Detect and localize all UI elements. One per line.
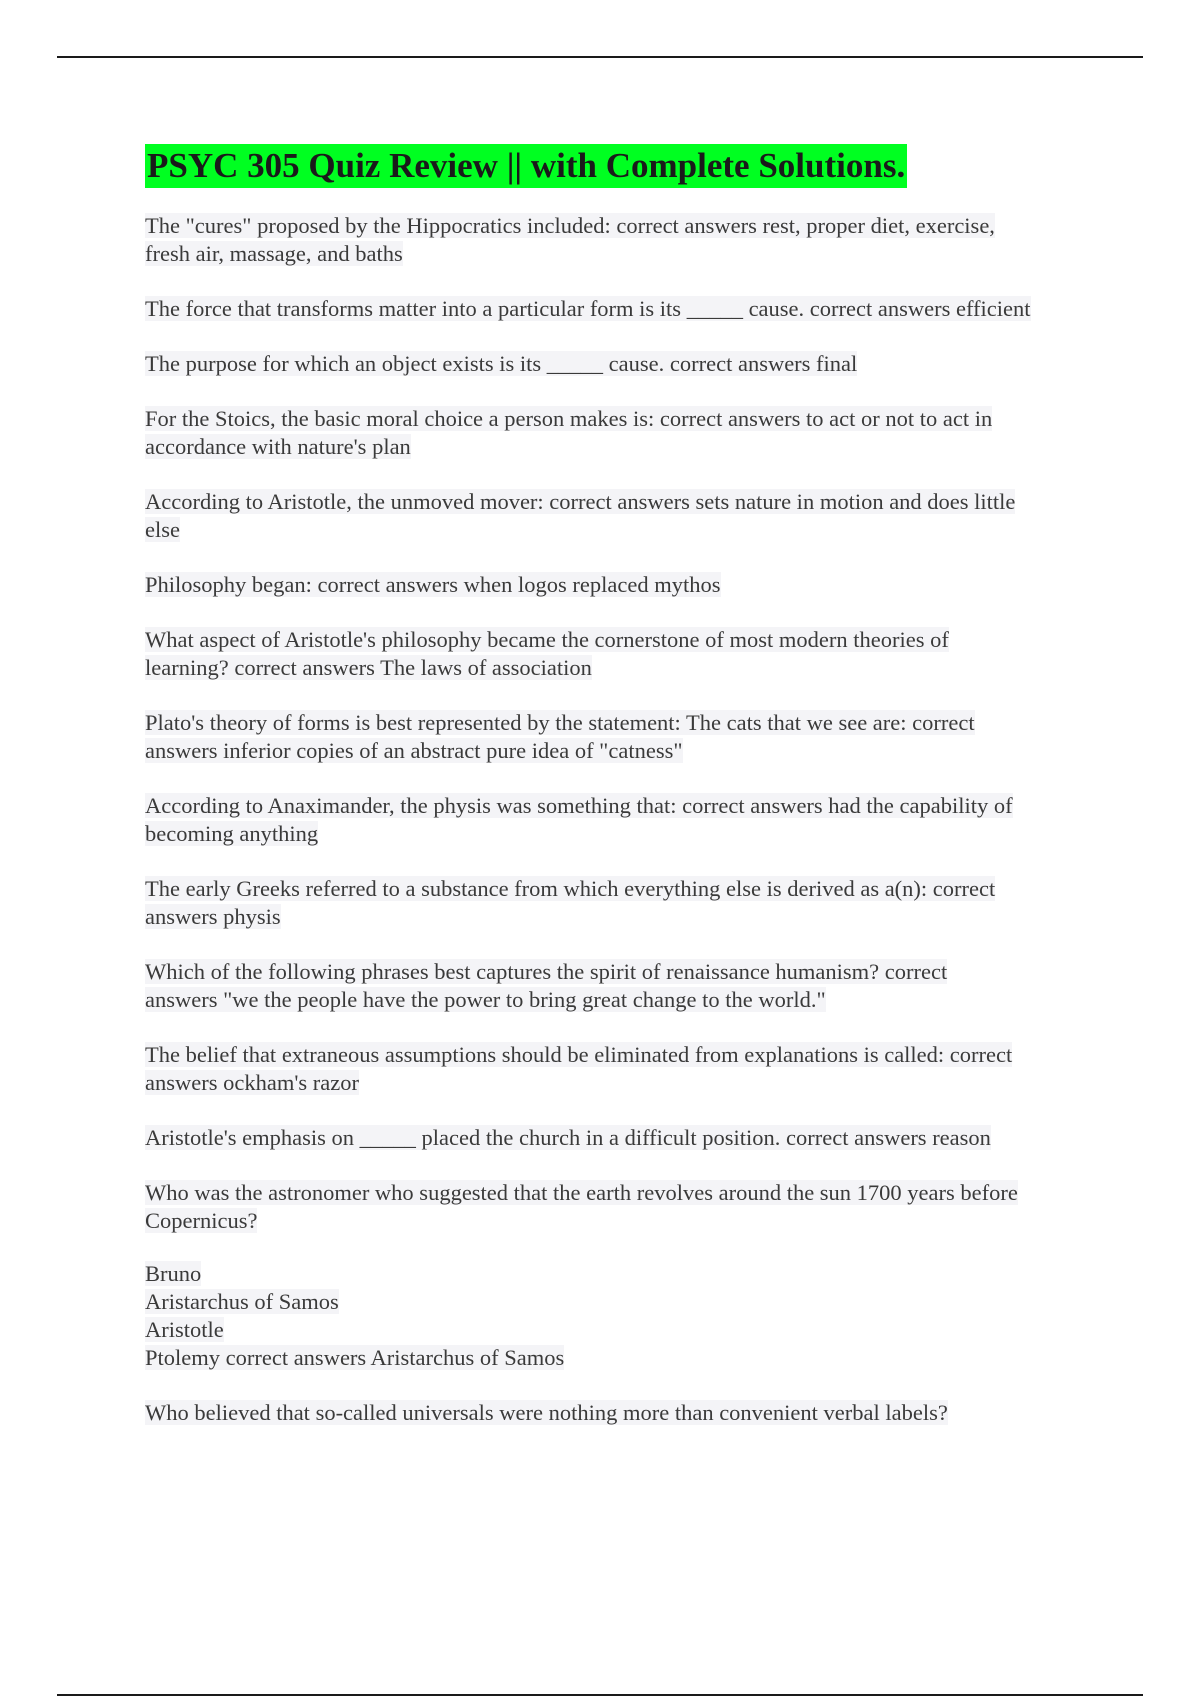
qa-entry xyxy=(145,1124,1095,1152)
qa-list xyxy=(145,212,1095,1235)
qa-line xyxy=(145,958,1095,986)
qa-entry xyxy=(145,212,1095,268)
qa-text: What aspect of Aristotle's philosophy became the cornerstone of most modern theories of xyxy=(145,627,949,652)
qa-text: The belief that extraneous assumptions should be eliminated from explanations is called: correct xyxy=(145,1042,1013,1067)
qa-line xyxy=(145,240,1095,268)
answer-option xyxy=(145,1316,1095,1344)
qa-text: Who was the astronomer who suggested that the earth revolves around the sun 1700 years before xyxy=(145,1180,1018,1205)
qa-entry xyxy=(145,295,1095,323)
qa-line xyxy=(145,792,1095,820)
document-title: PSYC 305 Quiz Review || with Complete Solutions. xyxy=(145,144,907,188)
qa-line xyxy=(145,1041,1095,1069)
qa-text: Which of the following phrases best captures the spirit of renaissance humanism? correct xyxy=(145,959,948,984)
qa-line xyxy=(145,626,1095,654)
qa-entry xyxy=(145,792,1095,848)
document-body xyxy=(145,144,1095,1454)
qa-text: Philosophy began: correct answers when logos replaced mythos xyxy=(145,572,721,597)
bottom-rule xyxy=(57,1694,1143,1696)
qa-entry xyxy=(145,350,1095,378)
qa-entry-last xyxy=(145,1399,1095,1427)
qa-text: else xyxy=(145,517,180,542)
qa-line xyxy=(145,1207,1095,1235)
option-text: Aristotle xyxy=(145,1317,224,1342)
qa-line xyxy=(145,212,1095,240)
qa-line xyxy=(145,405,1095,433)
qa-line xyxy=(145,488,1095,516)
qa-line xyxy=(145,875,1095,903)
answer-option xyxy=(145,1260,1095,1288)
option-text: Bruno xyxy=(145,1261,202,1286)
qa-text: For the Stoics, the basic moral choice a person makes is: correct answers to act or not to act in xyxy=(145,406,993,431)
answer-option xyxy=(145,1344,1095,1372)
qa-text: Aristotle's emphasis on _____ placed the church in a difficult position. correct answers reason xyxy=(145,1125,991,1150)
qa-line xyxy=(145,516,1095,544)
qa-line xyxy=(145,903,1095,931)
qa-entry xyxy=(145,571,1095,599)
qa-text: The force that transforms matter into a particular form is its _____ cause. correct answers efficient xyxy=(145,296,1031,321)
qa-entry xyxy=(145,875,1095,931)
qa-line xyxy=(145,350,1095,378)
qa-entry xyxy=(145,958,1095,1014)
qa-text: answers physis xyxy=(145,904,281,929)
qa-line xyxy=(145,433,1095,461)
qa-line xyxy=(145,820,1095,848)
qa-text: According to Aristotle, the unmoved mover: correct answers sets nature in motion and does little xyxy=(145,489,1016,514)
qa-line xyxy=(145,1069,1095,1097)
qa-text: answers "we the people have the power to bring great change to the world." xyxy=(145,987,826,1012)
option-text: Ptolemy correct answers Aristarchus of Samos xyxy=(145,1345,565,1370)
top-rule xyxy=(57,56,1143,58)
qa-line xyxy=(145,737,1095,765)
qa-line xyxy=(145,1124,1095,1152)
qa-entry xyxy=(145,709,1095,765)
qa-text: becoming anything xyxy=(145,821,319,846)
qa-text: fresh air, massage, and baths xyxy=(145,241,403,266)
qa-text: The "cures" proposed by the Hippocratics included: correct answers rest, proper diet, exercise, xyxy=(145,213,995,238)
qa-entry xyxy=(145,626,1095,682)
qa-text: Copernicus? xyxy=(145,1208,258,1233)
qa-line xyxy=(145,986,1095,1014)
option-text: Aristarchus of Samos xyxy=(145,1289,339,1314)
qa-text: accordance with nature's plan xyxy=(145,434,411,459)
qa-line xyxy=(145,654,1095,682)
qa-text: The purpose for which an object exists is its _____ cause. correct answers final xyxy=(145,351,858,376)
qa-entry xyxy=(145,488,1095,544)
qa-line xyxy=(145,709,1095,737)
qa-text: The early Greeks referred to a substance from which everything else is derived as a(n): correct xyxy=(145,876,996,901)
qa-text: answers ockham's razor xyxy=(145,1070,359,1095)
qa-text: learning? correct answers The laws of association xyxy=(145,655,592,680)
qa-text: Plato's theory of forms is best represented by the statement: The cats that we see are: correct xyxy=(145,710,975,735)
qa-entry xyxy=(145,1179,1095,1235)
qa-line xyxy=(145,1179,1095,1207)
answer-options xyxy=(145,1260,1095,1372)
qa-line xyxy=(145,571,1095,599)
qa-entry xyxy=(145,405,1095,461)
qa-text: According to Anaximander, the physis was something that: correct answers had the capability of xyxy=(145,793,1013,818)
qa-entry xyxy=(145,1041,1095,1097)
answer-option xyxy=(145,1288,1095,1316)
question-text: Who believed that so-called universals were nothing more than convenient verbal labels? xyxy=(145,1400,948,1425)
qa-line xyxy=(145,295,1095,323)
qa-text: answers inferior copies of an abstract pure idea of "catness" xyxy=(145,738,683,763)
